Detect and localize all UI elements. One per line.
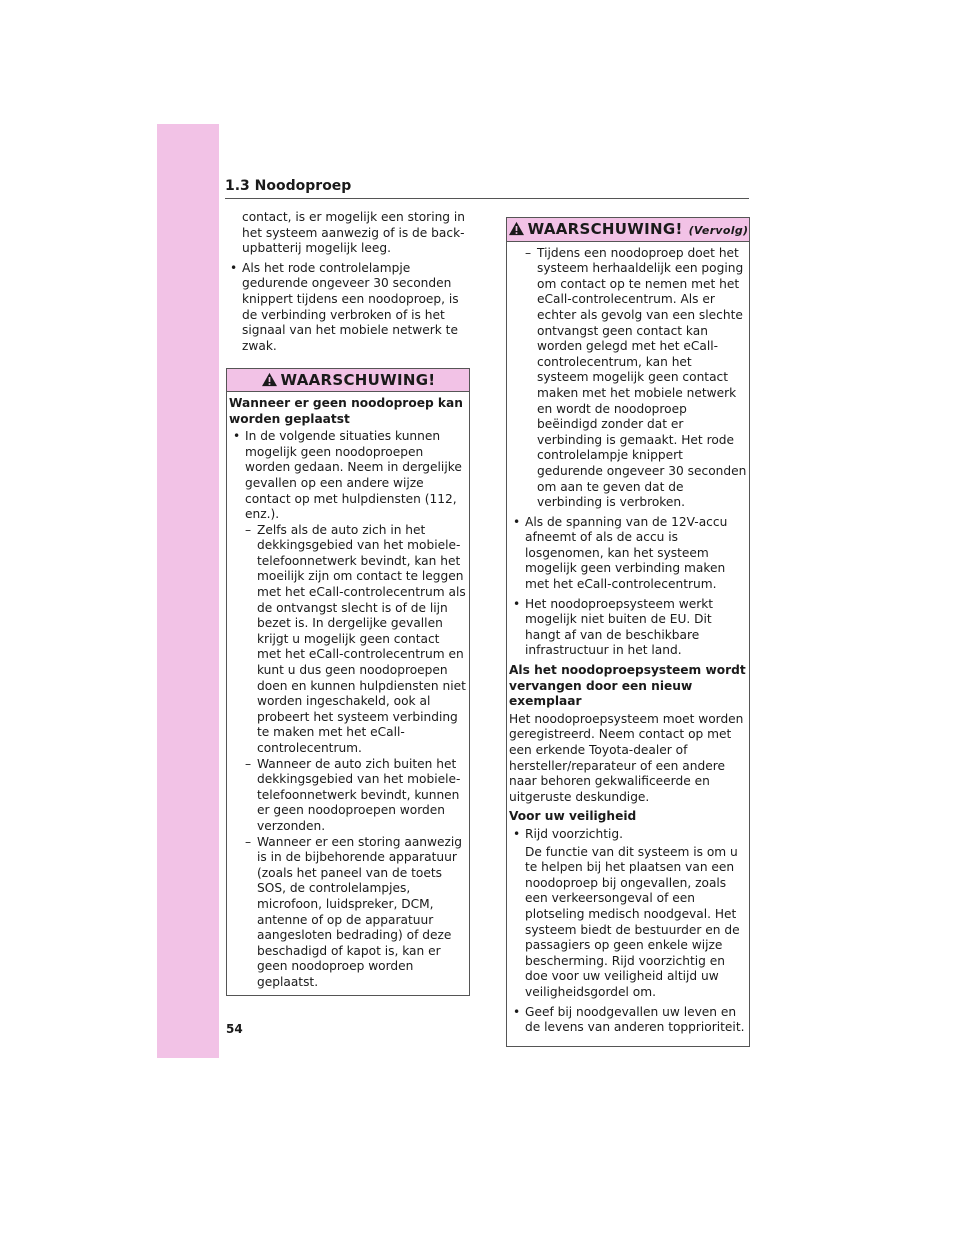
warning-body-continued <box>507 242 749 1036</box>
warning-bullet: • In de volgende situaties kunnen mogelijk geen noodoproepen worden gedaan. Neem in dergelijke gevallen op een andere wijze contact op met hulpdiensten (112, enz.). <box>229 429 467 523</box>
warning-dash-1: – Zelfs als de auto zich in het dekkingsgebied van het mobiele-telefoonnetwerk bevindt, kan het moeilijk zijn om contact te leggen met het eCall-controlecentrum als de ontvangst slecht is of de lijn bezet is. In dergelijke gevallen krijgt u mogelijk geen contact met het eCall-controlecentrum en kunt u dus geen noodoproepen doen en kunnen hulpdiensten niet worden ingeschakeld, ook al probeert het systeem verbinding te maken met het eCall-controlecentrum. <box>229 523 467 757</box>
warning-title-bar-continued <box>507 217 749 242</box>
bullet-life: • Geef bij noodgevallen uw leven en de levens van anderen topprioriteit. <box>509 1005 747 1036</box>
bullet-voltage: • Als de spanning van de 12V-accu afneemt of als de accu is losgenomen, kan het systeem mogelijk geen verbinding maken met het eCall-controlecentrum. <box>509 515 747 593</box>
heading-safety: Voor uw veiligheid <box>509 809 637 824</box>
dash-repeat-call: – Tijdens een noodoproep doet het systeem herhaaldelijk een poging om contact op te nemen met het eCall-controlecentrum. Als er echter als gevolg van een slechte ontvangst geen contact kan worden gelegd met het eCall-controlecentrum, kan het systeem mogelijk geen contact maken met het mobiele netwerk en wordt de noodoproep beëindigd zonder dat er verbinding is gemaakt. Het rode controlelampje knippert gedurende ongeveer 30 seconden om aan te geven dat de verbinding is verbroken. <box>509 246 747 511</box>
warning-body <box>227 392 469 991</box>
warning-heading: Wanneer er geen noodoproep kan worden geplaatst <box>229 395 463 426</box>
warning-box <box>226 368 470 995</box>
warning-title-bar <box>227 369 469 392</box>
warning-box-continued <box>506 217 750 1047</box>
left-column <box>226 210 470 996</box>
para-replace: Het noodoproepsysteem moet worden geregistreerd. Neem contact op met een erkende Toyota-dealer of hersteller/reparateur of een andere naar behoren gekwalificeerde en uitgeruste deskundige. <box>509 711 744 804</box>
warning-title-continued: WAARSCHUWING! <box>527 220 683 238</box>
continued-label: (Vervolg) <box>688 224 749 237</box>
intro-continuation: contact, is er mogelijk een storing in het systeem aanwezig of is de back-upbatterij mogelijk leeg. <box>242 210 466 256</box>
bullet-eu: • Het noodoproepsysteem werkt mogelijk niet buiten de EU. Dit hangt af van de beschikbare infrastructuur in het land. <box>509 597 747 659</box>
warning-triangle-icon <box>508 221 525 236</box>
warning-title: WAARSCHUWING! <box>280 371 436 390</box>
warning-dash-3: – Wanneer er een storing aanwezig is in de bijbehorende apparatuur (zoals het paneel van de toets SOS, de controlelampjes, microfoon, luidspreker, DCM, antenne of op de apparatuur aangesloten bedrading) of deze beschadigd of kapot is, kan er geen noodoproep worden geplaatst. <box>229 835 467 991</box>
right-column <box>506 217 750 1047</box>
chapter-tab-bar <box>157 124 219 1058</box>
warning-dash-2: – Wanneer de auto zich buiten het dekkingsgebied van het mobiele-telefoonnetwerk bevindt, kunnen er geen noodoproepen worden verzonden. <box>229 757 467 835</box>
bullet-red-lamp: • Als het rode controlelampje gedurende ongeveer 30 seconden knippert tijdens een noodoproep, is de verbinding verbroken of is het signaal van het mobiele netwerk te zwak. <box>226 261 470 355</box>
bullet-drive: • Rijd voorzichtig. <box>509 827 747 843</box>
section-header: 1.3 Noodoproep <box>225 178 749 199</box>
warning-triangle-icon <box>261 372 278 387</box>
heading-replace: Als het noodoproepsysteem wordt vervangen door een nieuw exemplaar <box>509 663 746 709</box>
page-number: 54 <box>226 1022 243 1036</box>
para-drive: De functie van dit systeem is om u te helpen bij het plaatsen van een noodoproep bij ongevallen, zoals een verkeersongeval of een plotseling medisch noodgeval. Het systeem biedt de bestuurder en de passagiers op geen enkele wijze bescherming. Rijd voorzichtig en doe voor uw veiligheid altijd uw veiligheidsgordel om. <box>525 844 740 999</box>
